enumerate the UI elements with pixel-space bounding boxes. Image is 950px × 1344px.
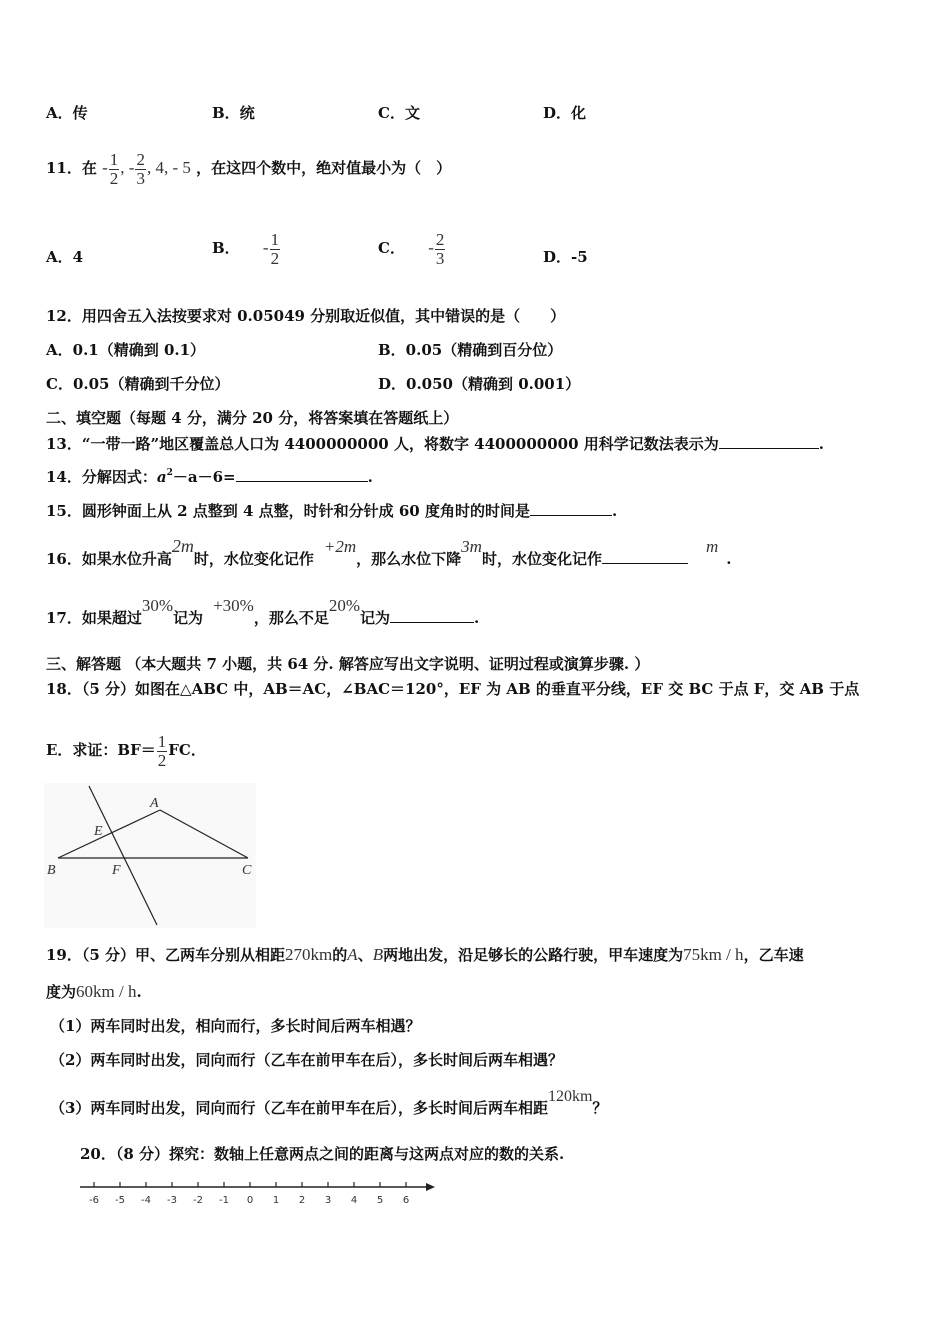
q13-answer-blank[interactable] (719, 434, 819, 449)
number-line-tick-label: -1 (219, 1195, 229, 1206)
q11-option-b: B． - $\frac{1}{2}$ (212, 229, 280, 268)
q10-option-c: C．文 (378, 104, 420, 122)
number-line-tick-label: 5 (376, 1195, 384, 1206)
q19-sub3: （3）两车同时出发，同向而行（乙车在前甲车在后），多长时间后两车相距120km？ (50, 1088, 608, 1117)
number-line-tick-label: 0 (246, 1195, 254, 1206)
label-b: B (47, 863, 56, 878)
number-line-tick-label: -2 (193, 1195, 203, 1206)
number-line-tick-label: 2 (298, 1195, 306, 1206)
q12-option-c: C．0.05（精确到千分位） (46, 375, 230, 393)
label-e: E (94, 824, 103, 839)
q14-answer-blank[interactable] (236, 467, 368, 482)
q12-option-b: B．0.05（精确到百分位） (378, 341, 563, 359)
q18-line2: E．求证：BF＝ $\frac{1}{2}$ FC． (46, 731, 206, 770)
q19-sub2: （2）两车同时出发，同向而行（乙车在前甲车在后），多长时间后两车相遇？ (50, 1051, 563, 1069)
section-2-heading: 二、填空题（每题 4 分，满分 20 分，将答案填在答题纸上） (46, 409, 459, 427)
label-c: C (242, 863, 252, 878)
q17-answer-blank[interactable] (390, 608, 474, 623)
q15: 15．圆形钟面上从 2 点整到 4 点整，时针和分针成 60 度角时的时间是 . (46, 502, 618, 520)
q10-option-b: B．统 (212, 104, 255, 122)
section-3-heading: 三、解答题 （本大题共 7 小题，共 64 分. 解答应写出文字说明、证明过程或演算步骤. ） (46, 655, 650, 673)
number-line-tick-label: 1 (272, 1195, 280, 1206)
q12-stem: 12．用四舍五入法按要求对 0.05049 分别取近似值，其中错误的是（ ） (46, 307, 566, 325)
number-line-tick-label: 6 (402, 1195, 410, 1206)
label-f: F (112, 863, 121, 878)
q12-option-d: D．0.050（精确到 0.001） (378, 375, 581, 393)
q10-option-d: D．化 (543, 104, 587, 122)
q17: 17．如果超过30%记为+30%，那么不足20%记为 . (46, 596, 480, 627)
q10-option-a: A．传 (46, 104, 88, 122)
q20-stem: 20．（8 分）探究：数轴上任意两点之间的距离与这两点对应的数的关系. (80, 1145, 565, 1163)
q15-answer-blank[interactable] (530, 501, 612, 516)
q18-line1: 18．（5 分）如图在△ABC 中，AB＝AC，∠BAC＝120°，EF 为 AB 的垂直平分线，EF 交 BC 于点 F，交 AB 于点 (46, 680, 860, 698)
number-line-tick-label: -3 (167, 1195, 177, 1206)
number-line-tick-label: 3 (324, 1195, 332, 1206)
q11-option-d: D．-5 (543, 248, 588, 266)
q11-option-c: C． - $\frac{2}{3}$ (378, 229, 445, 268)
q19-line1: 19．（5 分）甲、乙两车分别从相距270km的A、B两地出发，沿足够长的公路行驶，甲车速度为75km / h，乙车速 (46, 945, 804, 964)
q19-sub1: （1）两车同时出发，相向而行，多长时间后两车相遇？ (50, 1017, 421, 1035)
number-line (74, 1176, 440, 1212)
q13: 13．“一带一路”地区覆盖总人口为 4400000000 人，将数字 4400000000 用科学记数法表示为 . (46, 435, 824, 453)
label-a: A (150, 796, 159, 811)
number-line-tick-label: -5 (115, 1195, 125, 1206)
number-line-arrow-icon (426, 1183, 435, 1191)
triangle-figure (44, 783, 256, 928)
q14: 14．分解因式：$a^2-a-6=$ . (46, 468, 373, 486)
q19-line2: 度为60km / h. (46, 982, 142, 1001)
q16-answer-blank[interactable] (602, 549, 688, 564)
number-line-tick-label: -6 (89, 1195, 99, 1206)
q12-option-a: A．0.1（精确到 0.1） (46, 341, 206, 359)
q11-stem: 11．在 - $\frac{1}{2}$ , - $\frac{2}{3}$ , 4, - 5 ，在这四个数中，绝对值最小为（ ） (46, 149, 452, 188)
number-line-tick-label: 4 (350, 1195, 358, 1206)
q16: 16．如果水位升高2m时，水位变化记作+2m，那么水位下降3m时，水位变化记作m. (46, 536, 732, 568)
q11-option-a: A．4 (46, 248, 84, 266)
number-line-tick-label: -4 (141, 1195, 151, 1206)
